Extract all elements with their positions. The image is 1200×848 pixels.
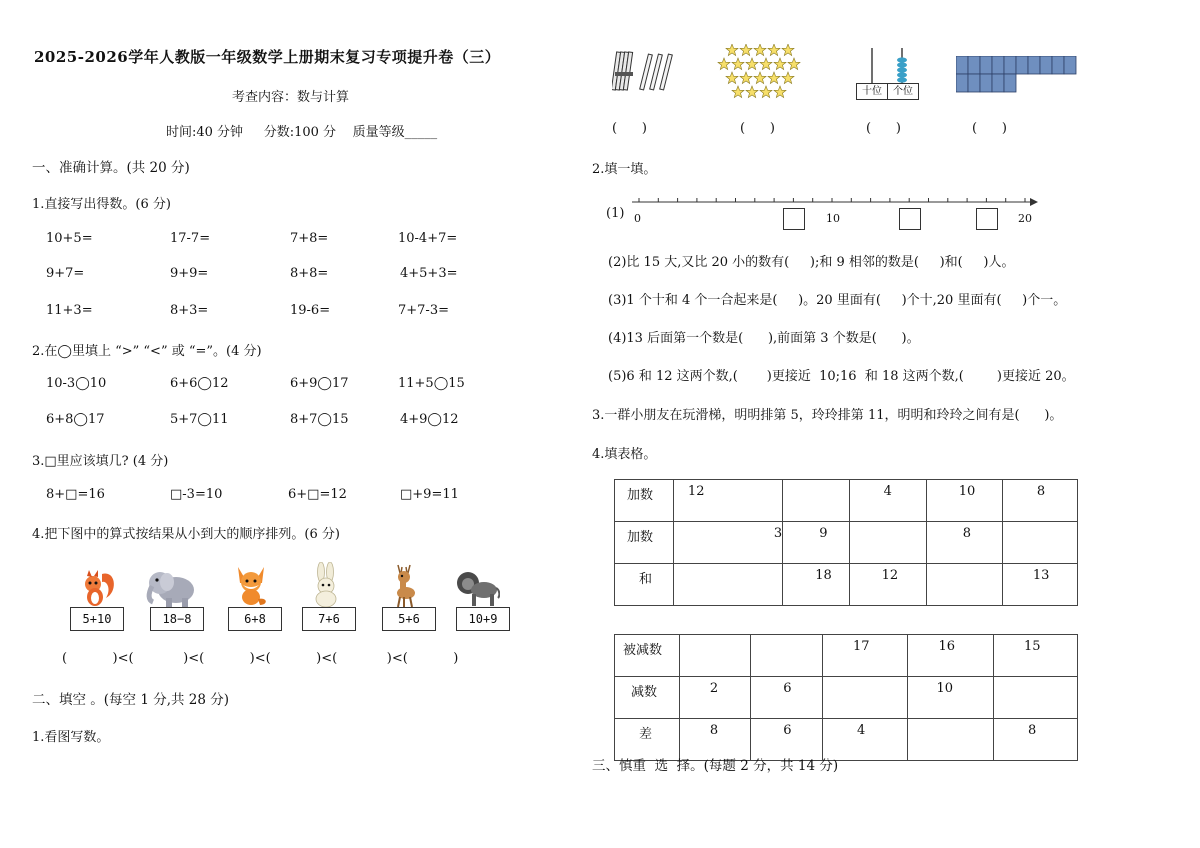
- squirrel-icon: [76, 566, 118, 608]
- table-cell[interactable]: [1002, 522, 1077, 564]
- expression-card: 5+10: [70, 607, 124, 631]
- rabbit-icon: [308, 562, 344, 608]
- calc-item: 9+9=: [170, 266, 209, 281]
- compare-item: 10-3◯10: [46, 376, 107, 391]
- section1-heading: 一、准确计算。(共 20 分): [32, 160, 190, 176]
- content-scope: 考查内容：数与计算: [232, 90, 350, 105]
- numberline-answer-box[interactable]: [899, 208, 921, 230]
- table-cell: 加数: [615, 522, 674, 564]
- calc-item: 8+8=: [290, 266, 329, 281]
- abacus: [856, 46, 918, 100]
- section2-heading: 二、填空 。(每空 1 分,共 28 分): [32, 692, 230, 708]
- table-row: [615, 480, 1078, 522]
- fill-line: (3)1 个十和 4 个一合起来是( )。20 里面有( )个十,20 里面有( )个一。: [608, 293, 1067, 308]
- s2-q3-label: 3.一群小朋友在玩滑梯，明明排第 5，玲玲排第 11，明明和玲玲之间有是( )。: [592, 408, 1063, 423]
- table-cell: 3: [673, 522, 782, 564]
- exam-meta: 时间:40 分钟 分数:100 分 质量等级_____: [166, 125, 438, 140]
- table-cell: 12: [849, 564, 926, 606]
- table-cell: 减数: [615, 677, 680, 719]
- blocks-icon: [956, 56, 1080, 96]
- fill-box-item: 6+□=12: [288, 487, 347, 502]
- table-cell: 16: [908, 635, 994, 677]
- table-cell: 17: [822, 635, 908, 677]
- s1-q3-label: 3.□里应该填几? (4 分): [32, 454, 169, 469]
- tens-label: 十位: [857, 84, 888, 99]
- tick-label-0: 0: [634, 212, 641, 225]
- abacus-icon: [856, 46, 918, 84]
- table-cell: 15: [993, 635, 1077, 677]
- deer-icon: [388, 563, 422, 609]
- table-cell: 8: [993, 719, 1077, 761]
- calc-item: 17-7=: [170, 231, 211, 246]
- calc-item: 7+8=: [290, 231, 329, 246]
- table-row: [615, 677, 1078, 719]
- section3-heading: 三、慎重 选 择。(每题 2 分，共 14 分): [592, 758, 839, 774]
- compare-item: 8+7◯15: [290, 412, 349, 427]
- calc-item: 19-6=: [290, 303, 331, 318]
- table-cell: 6: [751, 677, 823, 719]
- calc-item: 10+5=: [46, 231, 93, 246]
- compare-item: 6+9◯17: [290, 376, 349, 391]
- table-cell[interactable]: [679, 635, 750, 677]
- table-cell: 18: [783, 564, 849, 606]
- fill-line: (4)13 后面第一个数是( ),前面第 3 个数是( )。: [608, 331, 920, 346]
- compare-item: 6+6◯12: [170, 376, 229, 391]
- table-cell[interactable]: [849, 522, 926, 564]
- table-cell: 6: [751, 719, 823, 761]
- table-cell[interactable]: [673, 564, 782, 606]
- table-cell[interactable]: [993, 677, 1077, 719]
- table-cell: 2: [679, 677, 750, 719]
- calc-item: 11+3=: [46, 303, 93, 318]
- table-cell: 差: [615, 719, 680, 761]
- lion-icon: [456, 570, 500, 608]
- table-cell: 10: [908, 677, 994, 719]
- table-cell: 8: [1002, 480, 1077, 522]
- ones-label: 个位: [893, 86, 913, 97]
- expression-card: 6+8: [228, 607, 282, 631]
- table-cell: 9: [783, 522, 849, 564]
- calc-item: 8+3=: [170, 303, 209, 318]
- table-cell[interactable]: [783, 480, 849, 522]
- answer-blank[interactable]: ( ): [740, 121, 775, 136]
- fill-box-item: □+9=11: [400, 487, 459, 502]
- compare-item: 11+5◯15: [398, 376, 465, 391]
- subtraction-table: [614, 634, 1078, 761]
- s1-q2-label: 2.在◯里填上 “>” “<” 或 “=”。(4 分): [32, 344, 262, 359]
- table-cell: 4: [849, 480, 926, 522]
- table-cell[interactable]: [822, 677, 908, 719]
- compare-item: 6+8◯17: [46, 412, 105, 427]
- fox-icon: [232, 563, 270, 607]
- fill-box-item: □-3=10: [170, 487, 223, 502]
- elephant-icon: [144, 566, 200, 608]
- table-row: [615, 522, 1078, 564]
- addition-table: [614, 479, 1078, 606]
- expression-card: 7+6: [302, 607, 356, 631]
- s1-q1-label: 1.直接写出得数。(6 分): [32, 197, 171, 212]
- calc-item: 7+7-3=: [398, 303, 449, 318]
- table-cell: 8: [926, 522, 1002, 564]
- table-cell: 4: [822, 719, 908, 761]
- fill-line: (5)6 和 12 这两个数,( )更接近 10;16 和 18 这两个数,( )更接近 20。: [608, 369, 1075, 384]
- compare-item: 5+7◯11: [170, 412, 229, 427]
- expression-card: 18−8: [150, 607, 204, 631]
- table-cell: 10: [926, 480, 1002, 522]
- fill-line: (2)比 15 大,又比 20 小的数有( );和 9 相邻的数是( )和( )人。: [608, 255, 1015, 270]
- stars-icon: [716, 44, 806, 100]
- s1-q4-label: 4.把下图中的算式按结果从小到大的顺序排列。(6 分): [32, 527, 340, 542]
- table-cell[interactable]: [926, 564, 1002, 606]
- order-answer-line: ( )<( )<( )<( )<( )<( ): [62, 651, 459, 666]
- table-cell[interactable]: [751, 635, 823, 677]
- expression-card: 10+9: [456, 607, 510, 631]
- numberline-prefix: (1): [606, 206, 625, 221]
- compare-item: 4+9◯12: [400, 412, 459, 427]
- tick-label-20: 20: [1018, 212, 1032, 225]
- tick-label-10: 10: [826, 212, 840, 225]
- table-cell[interactable]: [908, 719, 994, 761]
- page-title: 2025-2026学年人教版一年级数学上册期末复习专项提升卷（三）: [34, 48, 501, 66]
- calc-item: 4+5+3=: [400, 266, 458, 281]
- table-cell: 加数: [615, 480, 674, 522]
- table-row: [615, 635, 1078, 677]
- numberline-answer-box[interactable]: [783, 208, 805, 230]
- table-row: [615, 564, 1078, 606]
- answer-blank[interactable]: ( ): [972, 121, 1007, 136]
- stick-bundle-icon: [612, 48, 674, 96]
- table-cell: 12: [673, 480, 782, 522]
- table-cell: 13: [1002, 564, 1077, 606]
- s2-q2-label: 2.填一填。: [592, 162, 657, 177]
- numberline-answer-box[interactable]: [976, 208, 998, 230]
- answer-blank[interactable]: ( ): [866, 121, 901, 136]
- table-cell: 被减数: [615, 635, 680, 677]
- s2-q4-label: 4.填表格。: [592, 447, 657, 462]
- table-cell: 8: [679, 719, 750, 761]
- fill-box-item: 8+□=16: [46, 487, 105, 502]
- answer-blank[interactable]: ( ): [612, 121, 647, 136]
- table-cell: 和: [615, 564, 674, 606]
- calc-item: 9+7=: [46, 266, 85, 281]
- calc-item: 10-4+7=: [398, 231, 458, 246]
- s2-q1-label: 1.看图写数。: [32, 730, 110, 745]
- expression-card: 5+6: [382, 607, 436, 631]
